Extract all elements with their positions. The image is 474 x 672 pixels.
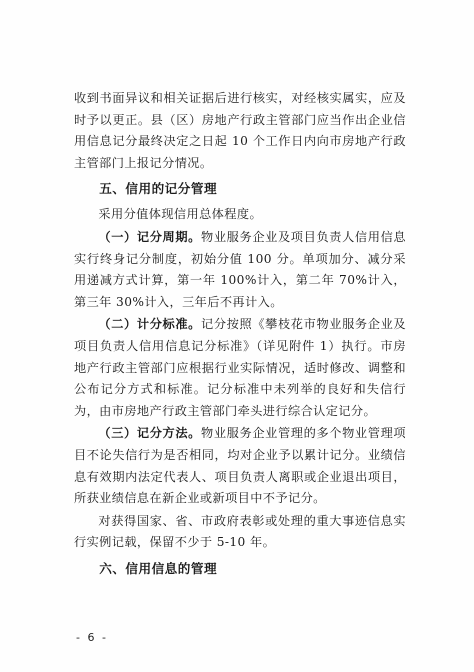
scoring-standard-lead: （二）计分标准。	[98, 317, 202, 332]
paragraph-continued: 收到书面异议和相关证据后进行核实，对经核实属实，应及时予以更正。县（区）房地产行政主管部门应当作出企业信用信息记分最终决定之日起 10 个工作日内向市房地产行政主管部门上报记分情况。	[74, 91, 406, 170]
paragraph-intro: 采用分值体现信用总体程度。	[98, 207, 263, 222]
paragraph-scoring-cycle	[74, 227, 406, 313]
paragraph-scoring-standard	[74, 314, 406, 422]
scoring-cycle-body: 物业服务企业及项目负责人信用信息实行终身记分制度，初始分值 100 分。单项加分、减分采用递减方式计算，第一年 100%计入，第二年 70%计入，第三年 30%计入，三年后不再计入。	[74, 229, 407, 309]
section-heading-credit-scoring: 五、信用的记分管理	[99, 181, 218, 197]
scoring-method-body: 物业服务企业管理的多个物业管理项目不论失信行为是否相同，均对企业予以累计记分。业绩信息有效期内法定代表人、项目负责人离职或企业退出项目，所获业绩信息在新企业或新项目中不予记分。	[74, 426, 407, 506]
section-heading-credit-info-management: 六、信用信息的管理	[99, 560, 218, 576]
paragraph-scoring-method	[74, 423, 406, 509]
scoring-method-lead: （三）记分方法。	[98, 426, 202, 441]
scoring-cycle-lead: （一）记分周期。	[98, 229, 202, 244]
page-number: - 6 -	[76, 631, 108, 644]
scoring-standard-body: 记分按照《攀枝花市物业服务企业及项目负责人信用信息记分标准》（详见附件 1）执行。市房地产行政主管部门应根据行业实际情况，适时修改、调整和公布记分方式和标准。记分标准中未列举的良好和失信行为，由市房地产行政主管部门牵头进行综合认定记分。	[74, 317, 407, 418]
document-body	[74, 88, 406, 584]
paragraph-award-records: 对获得国家、省、市政府表彰或处理的重大事迹信息实行实例记载，保留不少于 5-10 年。	[74, 513, 406, 550]
